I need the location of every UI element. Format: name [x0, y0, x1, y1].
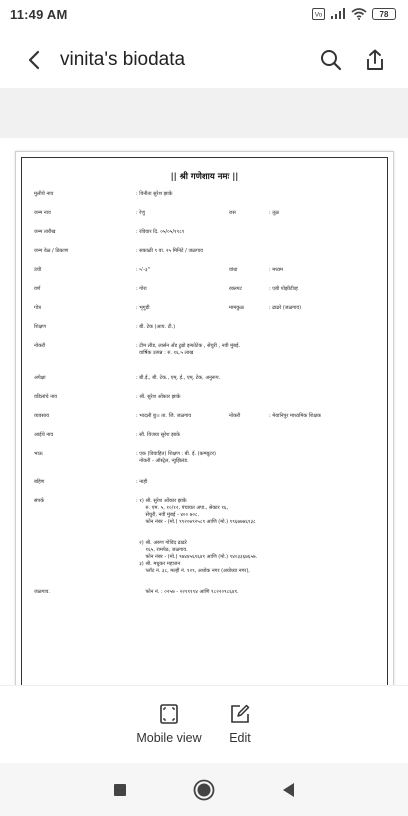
biodata-row [34, 498, 389, 526]
biodata-value: : श्री. सुरेश ओंकार झाके [136, 394, 181, 400]
biodata-label-secondary: वांधा [229, 267, 238, 273]
biodata-value: : रेणु [136, 210, 145, 216]
biodata-value: : गोरा [136, 286, 147, 292]
status-icons [312, 8, 396, 20]
biodata-label: भाऊ [34, 451, 43, 457]
mobile-view-label: Mobile view [136, 731, 202, 745]
page-border [21, 157, 388, 685]
biodata-value: : भादली बु।। ता. जि. जळगाव [136, 413, 192, 419]
biodata-label: वर्ण [34, 286, 41, 292]
biodata-value-secondary: : मध्यम [269, 267, 284, 273]
biodata-value: : भृगुडी [136, 305, 150, 311]
biodata-value: २) श्री. अरुण गोविंद ढाढरे १६५, रामपेठ, जळगाव. फोन नंबर - (मो.) ९७४४५६९६४१ आणि (मो.) ९४०३३६७६५७. ३) श्री. मधुकर महाजन प्लॉट नं. ३८, मल्ही नं. १२९, अशोक नगर (अयोध्या नगर), [139, 540, 258, 574]
biodata-row [34, 375, 389, 382]
biodata-value-secondary: : ढाढरे (जळगाव) [269, 305, 302, 311]
biodata-label: उंची [34, 267, 42, 273]
recents-square-icon [113, 783, 127, 797]
biodata-value-secondary: : मेयानिपुर माध्यमिक शिक्षक [269, 413, 321, 419]
biodata-value: : सकाळी ९ वा. २५ मिनिटे / जळगाव [136, 248, 203, 254]
search-icon [320, 49, 342, 71]
biodata-row [34, 267, 389, 274]
share-icon [365, 49, 385, 71]
document-page [15, 151, 394, 685]
biodata-label: जन्म नाव [34, 210, 51, 216]
edit-button[interactable] [222, 704, 258, 745]
mobile-view-icon [160, 704, 178, 724]
mobile-view-button[interactable] [136, 704, 202, 745]
biodata-label: वडिलांचे नाव [34, 394, 58, 400]
battery-level: 78 [379, 9, 389, 19]
home-circle-icon [193, 779, 215, 801]
biodata-row [34, 394, 389, 401]
biodata-row [34, 540, 389, 575]
document-title: vinita's biodata [60, 49, 186, 70]
bottom-action-bar [0, 685, 408, 763]
biodata-value: फोन नं. : ०२५७ - २२११११४ आणि ९८२२०९८६४१. [136, 589, 239, 595]
biodata-label-secondary: नोकरी [229, 413, 241, 419]
biodata-row [34, 451, 389, 465]
biodata-label: संपर्क [34, 498, 45, 504]
biodata-label: व्यवसाय [34, 413, 49, 419]
biodata-row [34, 324, 389, 331]
biodata-label: शिक्षण [34, 324, 46, 330]
document-heading: || श्री गणेशाय नमः || [170, 172, 239, 182]
back-arrow-icon [27, 50, 41, 70]
back-button[interactable] [12, 38, 56, 82]
biodata-label: जन्म वेळ / ठिकाण [34, 248, 69, 254]
biodata-row [34, 229, 389, 236]
edit-icon [230, 704, 250, 724]
biodata-value: : एक (विवाहित) शिक्षण : बी. ई. (कम्प्युटर) नोकरी - ऑस्ट्रेल, न्युझिलंड. [136, 451, 216, 464]
biodata-label: गोत्र [34, 305, 41, 311]
biodata-row [34, 305, 389, 312]
biodata-value: : बी. टेक (आय. टी.) [136, 324, 176, 330]
biodata-value: : १) श्री. सुरेश ओंकार झाके रु. एम. ५, १०/१२, पंचायत अपा., सेक्टर १६, सेंचुरी, नवी मुंबई - ४०० ७०८. फोन नंबर - (मो.) ९९२०७९२५८९ आणि (मो.) ९९६७७७६९३८ [136, 498, 256, 525]
biodata-row [34, 343, 389, 357]
biodata-label: नोकरी [34, 343, 46, 349]
status-bar [0, 0, 408, 28]
wifi-icon [351, 8, 367, 20]
biodata-row [34, 413, 389, 420]
biodata-value: : ५'-३'' [136, 267, 151, 273]
biodata-row [34, 248, 389, 255]
biodata-row [34, 286, 389, 293]
nav-back-button[interactable] [276, 778, 300, 802]
biodata-value-secondary: : तूळ [269, 210, 279, 216]
biodata-row [34, 589, 389, 596]
biodata-label: जन्म तारीख [34, 229, 56, 235]
back-triangle-icon [281, 782, 295, 798]
biodata-label: आईचे नाव [34, 432, 54, 438]
biodata-value: : विनीता सुरेश झाके [136, 191, 173, 197]
share-button[interactable] [357, 38, 393, 82]
volte-label: Vo [314, 11, 323, 19]
battery-icon [372, 8, 396, 20]
biodata-label: मुलीचे नाव [34, 191, 54, 197]
biodata-value: : टीम लीड, लार्सन अँड टुब्रो इन्फोटेक , सेंचुरी , नवी मुंबई. वार्षिक उत्पन्न : रु. १६.५ लाख [136, 343, 241, 356]
status-time: 11:49 AM [10, 6, 68, 22]
biodata-label-secondary: मामकुळ [229, 305, 244, 311]
biodata-label: बहिण [34, 479, 45, 485]
signal-icon [330, 8, 346, 20]
biodata-value-secondary: : एबी पोझीटीव्ह [269, 286, 298, 292]
biodata-value: : रविवार दि. ०५/०५/१९८९ [136, 229, 185, 235]
biodata-value: : नाही [136, 479, 148, 485]
biodata-row [34, 432, 389, 439]
home-button[interactable] [192, 778, 216, 802]
biodata-row [34, 210, 389, 217]
biodata-value: : बी.ई., बी. टेक., एम्. ई., एम्. टेक, अनुरूप. [136, 375, 221, 381]
document-viewer[interactable] [0, 138, 408, 685]
biodata-label: जळगाव. [34, 589, 50, 595]
biodata-label-secondary: रास [229, 210, 236, 216]
biodata-label: अपेक्षा [34, 375, 46, 381]
toolbar-spacer [0, 88, 408, 138]
volte-icon [312, 8, 325, 20]
biodata-label-secondary: रक्तगट [229, 286, 242, 292]
edit-label: Edit [229, 731, 251, 745]
recents-button[interactable] [108, 778, 132, 802]
biodata-value: : सौ. विजया सुरेश झाके [136, 432, 181, 438]
search-button[interactable] [313, 38, 349, 82]
system-nav-bar [0, 763, 408, 816]
biodata-row [34, 191, 389, 198]
app-bar [0, 38, 408, 82]
biodata-row [34, 479, 389, 486]
